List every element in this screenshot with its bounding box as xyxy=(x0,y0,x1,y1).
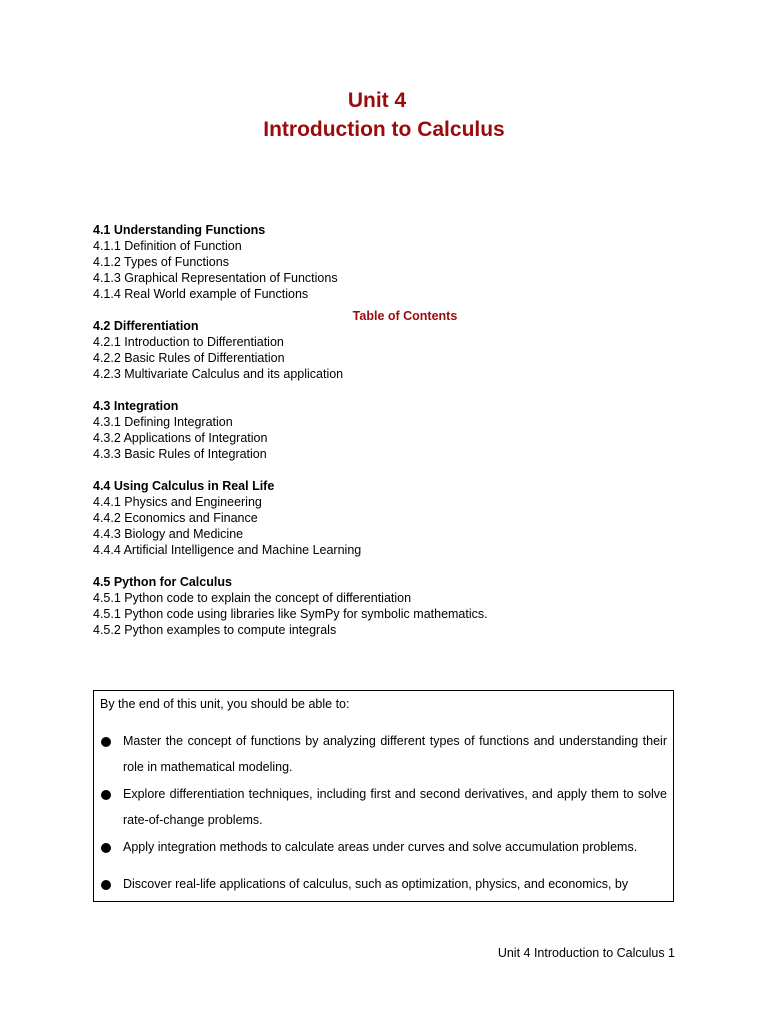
bullet-icon xyxy=(101,843,111,853)
toc-item: 4.2.2 Basic Rules of Differentiation xyxy=(93,351,285,365)
toc-item: 4.2.1 Introduction to Differentiation xyxy=(93,335,284,349)
toc-heading: 4.2 Differentiation xyxy=(93,319,199,333)
toc-section-python xyxy=(93,574,693,638)
toc-item: 4.1.4 Real World example of Functions xyxy=(93,287,309,301)
objective-text: Discover real-life applications of calculus, such as optimization, physics, and economics, by xyxy=(123,877,629,891)
toc-item: 4.3.2 Applications of Integration xyxy=(93,431,268,445)
toc-heading: 4.4 Using Calculus in Real Life xyxy=(93,479,275,493)
unit-name: Introduction to Calculus xyxy=(263,118,505,141)
learning-objectives-box xyxy=(93,690,674,902)
toc-item: 4.4.3 Biology and Medicine xyxy=(93,527,244,541)
toc-item: 4.3.1 Defining Integration xyxy=(93,415,233,429)
toc-item: 4.5.2 Python examples to compute integrals xyxy=(93,623,337,637)
page-footer: Unit 4 Introduction to Calculus 1 xyxy=(497,946,675,960)
toc-item: 4.4.2 Economics and Finance xyxy=(93,511,258,525)
objective-text: Apply integration methods to calculate areas under curves and solve accumulation problems. xyxy=(123,840,638,854)
bullet-icon xyxy=(101,790,111,800)
table-of-contents xyxy=(93,222,693,654)
objectives-list xyxy=(94,728,673,898)
objective-text: Master the concept of functions by analyzing different types of functions and understanding their role in mathematical modeling. xyxy=(123,734,667,774)
toc-section-integration xyxy=(93,398,693,462)
objective-item xyxy=(94,871,673,897)
toc-item: 4.5.1 Python code using libraries like SymPy for symbolic mathematics. xyxy=(93,607,488,621)
toc-heading: 4.5 Python for Calculus xyxy=(93,575,232,589)
toc-item: 4.1.2 Types of Functions xyxy=(93,255,229,269)
toc-section-real-life xyxy=(93,478,693,558)
toc-item: 4.4.1 Physics and Engineering xyxy=(93,495,262,509)
toc-item: 4.2.3 Multivariate Calculus and its application xyxy=(93,367,344,381)
objective-item xyxy=(94,834,673,860)
toc-heading: 4.1 Understanding Functions xyxy=(93,223,266,237)
toc-title: Table of Contents xyxy=(352,309,458,323)
bullet-icon xyxy=(101,737,111,747)
objective-text: Explore differentiation techniques, including first and second derivatives, and apply them to solve rate-of-change problems. xyxy=(123,787,667,827)
toc-item: 4.3.3 Basic Rules of Integration xyxy=(93,447,267,461)
toc-item: 4.1.3 Graphical Representation of Functions xyxy=(93,271,338,285)
toc-item: 4.1.1 Definition of Function xyxy=(93,239,242,253)
objectives-intro: By the end of this unit, you should be able to: xyxy=(100,697,350,711)
toc-item: 4.4.4 Artificial Intelligence and Machine Learning xyxy=(93,543,362,557)
toc-item: 4.5.1 Python code to explain the concept of differentiation xyxy=(93,591,412,605)
toc-heading: 4.3 Integration xyxy=(93,399,179,413)
objective-item xyxy=(94,728,673,780)
bullet-icon xyxy=(101,880,111,890)
toc-section-differentiation xyxy=(93,318,693,382)
unit-title: Unit 4 xyxy=(347,89,407,112)
toc-section-functions xyxy=(93,222,693,302)
objective-item xyxy=(94,781,673,833)
